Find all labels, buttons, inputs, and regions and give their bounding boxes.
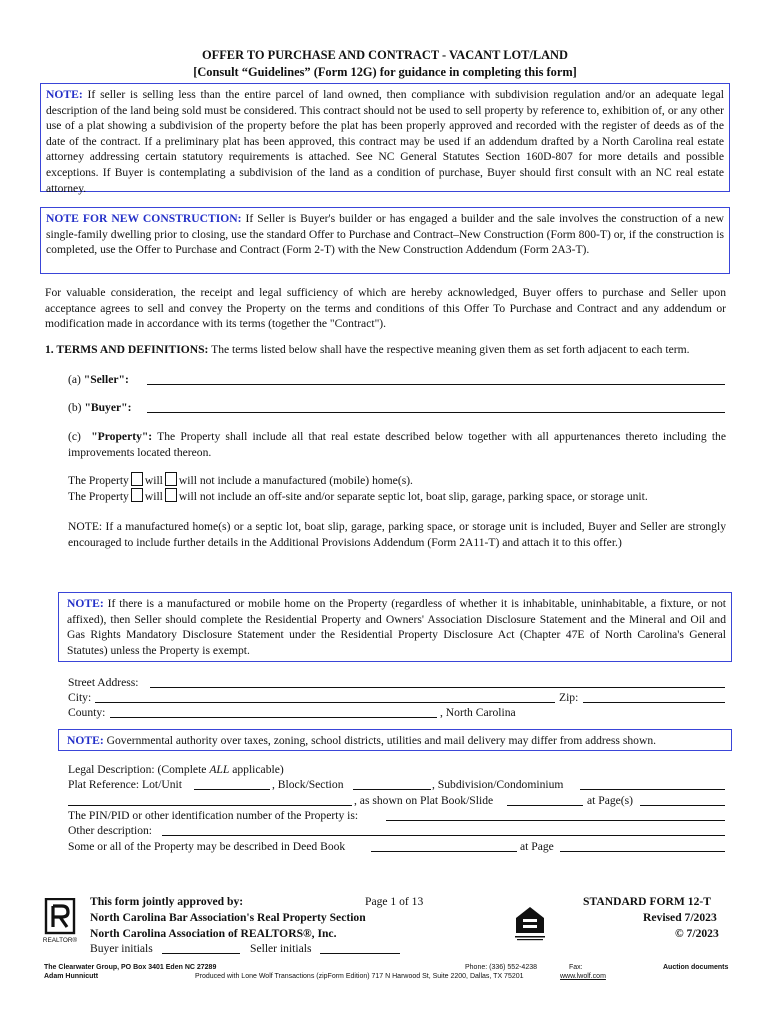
manufactured-home-note: NOTE: If a manufactured home(s) or a septic lot, boat slip, garage, parking space, or storage unit is included, Buyer and Seller are strongly encouraged to include further details in the Additional Provisions Addendum (Form 2A11-T) and attach it to this offer.) — [68, 520, 726, 549]
buyer-line: (b) "Buyer": — [68, 401, 132, 414]
agent-name: Adam Hunnicutt — [44, 973, 99, 980]
standard-form-number: STANDARD FORM 12-T — [583, 895, 711, 908]
street-address-field[interactable] — [150, 676, 725, 688]
plat-pages-label: at Page(s) — [587, 794, 634, 807]
other-description-field[interactable] — [162, 824, 725, 836]
note-disclosure-box — [58, 592, 732, 662]
note-governmental-box — [58, 729, 732, 751]
buyer-initials-label: Buyer initials — [90, 942, 153, 955]
intro-paragraph: For valuable consideration, the receipt and legal sufficiency of which are hereby acknowledged, Buyer offers to purchase and Seller upon acceptance agrees to sell and convey the Property on the terms and conditions of this Offer To Purchase and Contract and any addendum or modification made in accordance with its terms (together the "Contract"). — [45, 286, 726, 331]
note-text: If Seller is Buyer's builder or has engaged a builder and the sale involves the construction of a new single-family dwelling prior to closing, use the standard Offer to Purchase and Contract–New Construction (Form 800-T) or, if the construction is completed, use the Offer to Purchase and Contract (Form 2-T) with the New Construction Addendum (Form 2A3-T). — [46, 212, 725, 257]
seller-initials-field[interactable] — [320, 942, 400, 954]
county-label: County: — [68, 706, 106, 719]
seller-name-field[interactable] — [147, 373, 725, 385]
lwolf-link[interactable]: www.lwolf.com — [560, 973, 606, 980]
plat-book-label: , as shown on Plat Book/Slide — [354, 794, 494, 807]
note-label: NOTE FOR NEW CONSTRUCTION: — [46, 212, 242, 225]
note-label: NOTE: — [67, 597, 104, 610]
note-new-construction-box — [40, 207, 730, 274]
plat-pages-field[interactable] — [640, 794, 725, 806]
plat-reference-label: Plat Reference: Lot/Unit — [68, 778, 182, 791]
other-description-label: Other description: — [68, 824, 153, 837]
zip-label: Zip: — [559, 691, 579, 704]
note-label: NOTE: — [67, 734, 104, 747]
note-text: If there is a manufactured or mobile home on the Property (regardless of whether it is inhabitable, uninhabitable, a fixture, or not affixed), then Seller should complete the Residential Property and Owners' Association Disclosure Statement and the Mineral and Oil and Gas Rights Mandatory Disclosure Statement under the Residential Property Disclosure Act (Chapter 47E of North Carolina's General Statutes) unless the Property is exempt. — [67, 597, 727, 657]
manufactured-home-line: The Property will will not include a manufactured (mobile) home(s). — [68, 474, 413, 487]
street-address-label: Street Address: — [68, 676, 139, 689]
lot-unit-field[interactable] — [194, 778, 270, 790]
copyright: © 7/2023 — [675, 927, 719, 940]
subdivision-label: , Subdivision/Condominium — [432, 778, 564, 791]
property-definition: (c) "Property": The Property shall include all that real estate described below together with all appurtenances thereto including the improvements located thereon. — [68, 430, 726, 459]
section-heading: 1. TERMS AND DEFINITIONS: — [45, 343, 209, 356]
subdivision-continued-field[interactable] — [68, 794, 352, 806]
subdivision-field[interactable] — [580, 778, 725, 790]
realtors-association: North Carolina Association of REALTORS®, Inc. — [90, 927, 337, 940]
section-1-intro — [45, 342, 726, 358]
section-text: The terms listed below shall have the respective meaning given them as set forth adjacent to each term. — [211, 343, 690, 356]
note-subdivision-box — [40, 83, 730, 195]
legal-description-heading: Legal Description: (Complete ALL applicable) — [68, 763, 284, 776]
deed-book-field[interactable] — [371, 840, 517, 852]
buyer-name-field[interactable] — [147, 401, 725, 413]
form-subtitle: [Consult “Guidelines” (Form 12G) for guidance in completing this form] — [193, 65, 577, 79]
will-include-checkbox[interactable] — [131, 488, 143, 502]
phone-number: Phone: (336) 552-4238 — [465, 964, 537, 971]
note-text: Governmental authority over taxes, zoning, school districts, utilities and mail delivery may differ from address shown. — [106, 734, 657, 747]
seller-initials-label: Seller initials — [250, 942, 312, 955]
state-label: , North Carolina — [440, 706, 516, 719]
seller-line: (a) "Seller": — [68, 373, 129, 386]
county-field[interactable] — [110, 706, 437, 718]
deed-book-label: Some or all of the Property may be described in Deed Book — [68, 840, 346, 853]
produced-with: Produced with Lone Wolf Transactions (zipForm Edition) 717 N Harwood St, Suite 2200, Dallas, TX 75201 — [195, 973, 524, 980]
buyer-initials-field[interactable] — [162, 942, 240, 954]
page-number: Page 1 of 13 — [365, 895, 424, 908]
city-field[interactable] — [95, 691, 555, 703]
pin-field[interactable] — [386, 809, 725, 821]
fax-label: Fax: — [569, 964, 583, 971]
will-include-checkbox[interactable] — [131, 472, 143, 486]
approved-by: This form jointly approved by: — [90, 895, 244, 908]
note-label: NOTE: — [46, 88, 83, 101]
buyer-term: "Buyer": — [84, 401, 132, 414]
city-label: City: — [68, 691, 92, 704]
seller-term: "Seller": — [83, 373, 129, 386]
deed-page-field[interactable] — [560, 840, 725, 852]
equal-housing-icon — [513, 903, 547, 943]
plat-book-field[interactable] — [507, 794, 583, 806]
realtor-logo — [40, 898, 80, 944]
form-title: OFFER TO PURCHASE AND CONTRACT - VACANT LOT/LAND — [202, 48, 568, 62]
company-info: The Clearwater Group, PO Box 3401 Eden NC 27289 — [44, 964, 217, 971]
deed-page-label: at Page — [520, 840, 554, 853]
will-not-include-checkbox[interactable] — [165, 488, 177, 502]
zip-field[interactable] — [583, 691, 725, 703]
note-text: If seller is selling less than the entire parcel of land owned, then compliance with subdivision regulation and/or an adequate legal description of the land being sold must be considered. This contract should not be used to sell property by reference to, exhibition of, or any other use of a plat showing a subdivision of the property before the plat has been properly approved and recorded with the register of deeds as of the date of the contract. If a preliminary plat has been approved, this contract may be used if an addendum drafted by a North Carolina real estate attorney addressing certain statutory requirements is attached. See NC General Statutes Section 160D-807 for more details and possible exceptions. If Buyer is contemplating a subdivision of the land as a condition of purchase, Buyer should first consult with an NC real estate attorney. — [46, 88, 724, 195]
property-term: "Property": — [91, 430, 153, 443]
block-section-field[interactable] — [353, 778, 431, 790]
revised-date: Revised 7/2023 — [643, 911, 717, 924]
document-name: Auction documents — [663, 964, 729, 971]
svg-text:REALTOR®: REALTOR® — [42, 937, 78, 944]
bar-association: North Carolina Bar Association's Real Property Section — [90, 911, 366, 924]
will-not-include-checkbox[interactable] — [165, 472, 177, 486]
pin-label: The PIN/PID or other identification number of the Property is: — [68, 809, 359, 822]
septic-lot-line: The Property will will not include an off-site and/or separate septic lot, boat slip, garage, parking space, or storage unit. — [68, 490, 648, 503]
block-section-label: , Block/Section — [272, 778, 344, 791]
